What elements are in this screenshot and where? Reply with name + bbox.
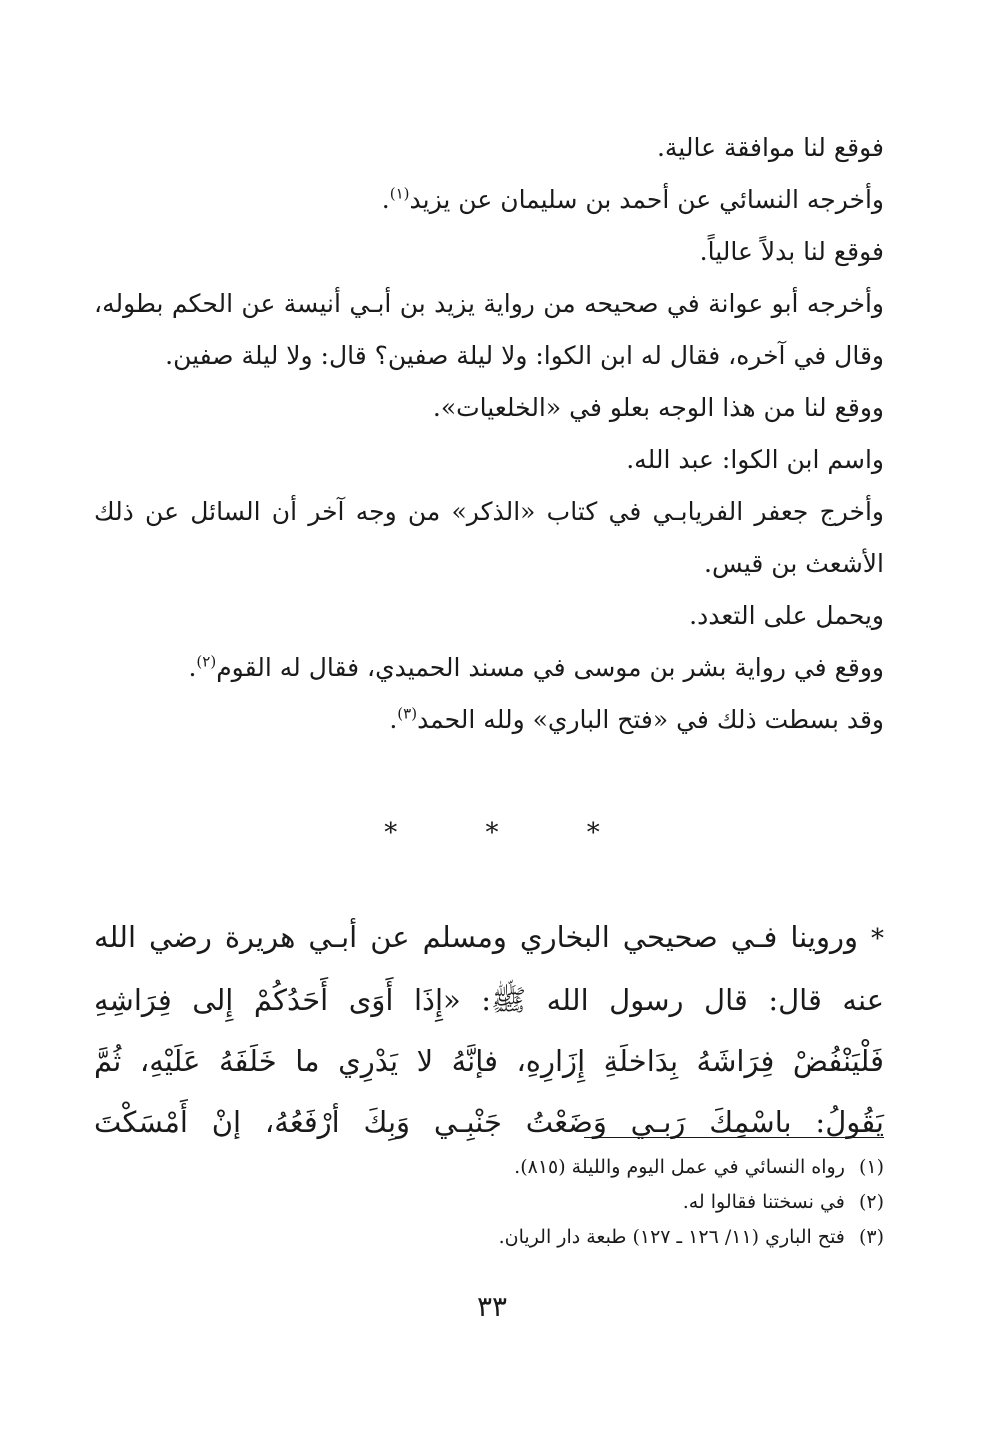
footnote-item bbox=[94, 1185, 884, 1220]
footnote-ref[interactable]: (٢) bbox=[196, 652, 217, 671]
footnote-item bbox=[94, 1150, 884, 1185]
hadith-line bbox=[94, 1092, 884, 1153]
paragraph-text: وأخرجه أبو عوانة في صحيحه من رواية يزيد بن أبـي أنيسة عن الحكم بطوله، وقال في آخره، فقال له ابن الكوا: ولا ليلة صفين؟ قال: ولا ليلة صفين. bbox=[94, 289, 884, 370]
hadith-text: فَلْيَنْفُضْ فِرَاشَهُ بِدَاخلَةِ إِزَارِهِ، فإنَّهُ لا يَدْرِي ما خَلَفَهُ عَلَيْهِ، ثُمَّ bbox=[94, 1044, 884, 1078]
separator-star: * bbox=[586, 818, 600, 848]
hadith-line bbox=[94, 1031, 884, 1092]
text-line bbox=[94, 226, 884, 278]
line-text: ويحمل على التعدد. bbox=[689, 601, 884, 630]
text-line bbox=[94, 174, 884, 226]
period: . bbox=[381, 185, 390, 214]
line-text: فوقع لنا بدلاً عالياً. bbox=[699, 237, 884, 266]
hadith-paragraph bbox=[94, 907, 884, 1153]
line-text: ووقع في رواية بشر بن موسى في مسند الحميدي، فقال له القوم bbox=[216, 653, 884, 682]
footnote-number: (٢) bbox=[858, 1191, 884, 1213]
text-line bbox=[94, 382, 884, 434]
main-text bbox=[94, 122, 884, 746]
footnote-divider bbox=[584, 1137, 884, 1138]
text-line bbox=[94, 642, 884, 694]
footnote-text: في نسختنا فقالوا له. bbox=[682, 1191, 845, 1213]
footnotes bbox=[94, 1150, 884, 1255]
hadith-text: يَقُولُ: باسْمِكَ رَبـي وَضَعْتُ جَنْبِـي وَبِكَ أرْفَعُهُ، إنْ أَمْسَكْتَ bbox=[94, 1105, 884, 1139]
line-text: ووقع لنا من هذا الوجه بعلو في «الخلعيات». bbox=[432, 393, 884, 422]
text-line bbox=[94, 434, 884, 486]
hadith-line bbox=[94, 970, 884, 1031]
footnote-text: فتح الباري (١١/ ١٢٦ ـ ١٢٧) طبعة دار الريان. bbox=[498, 1226, 845, 1248]
paragraph bbox=[94, 486, 884, 590]
hadith-text: عنه قال: قال رسول الله ﷺ: «إِذَا أَوَى أَحَدُكُمْ إِلى فِرَاشِهِ bbox=[94, 983, 884, 1017]
line-text: فوقع لنا موافقة عالية. bbox=[656, 133, 884, 162]
footnote-ref[interactable]: (١) bbox=[389, 184, 410, 203]
text-line bbox=[94, 694, 884, 746]
period: . bbox=[389, 705, 398, 734]
hadith-line bbox=[94, 907, 884, 970]
footnote-text: رواه النسائي في عمل اليوم والليلة (٨١٥). bbox=[514, 1156, 845, 1178]
footnote-item bbox=[94, 1220, 884, 1255]
footnote-number: (٣) bbox=[858, 1226, 884, 1248]
footnote-ref[interactable]: (٣) bbox=[397, 704, 418, 723]
text-line bbox=[94, 122, 884, 174]
text-line bbox=[94, 590, 884, 642]
paragraph-text: وأخرج جعفر الفريابـي في كتاب «الذكر» من وجه آخر أن السائل عن ذلك الأشعث بن قيس. bbox=[94, 497, 884, 578]
page-number: ٣٣ bbox=[476, 1290, 508, 1323]
line-text: وقد بسطت ذلك في «فتح الباري» ولله الحمد bbox=[417, 705, 884, 734]
hadith-text: وروينا فـي صحيحي البخاري ومسلم عن أبـي هريرة رضي الله bbox=[94, 920, 858, 954]
line-text: وأخرجه النسائي عن أحمد بن سليمان عن يزيد bbox=[409, 185, 884, 214]
star-bullet-icon: * bbox=[871, 924, 885, 954]
paragraph bbox=[94, 278, 884, 382]
period: . bbox=[188, 653, 197, 682]
separator-star: * bbox=[384, 818, 398, 848]
separator-star: * bbox=[485, 818, 499, 848]
line-text: واسم ابن الكوا: عبد الله. bbox=[626, 445, 884, 474]
section-separator bbox=[0, 818, 984, 848]
footnote-number: (١) bbox=[858, 1156, 884, 1178]
